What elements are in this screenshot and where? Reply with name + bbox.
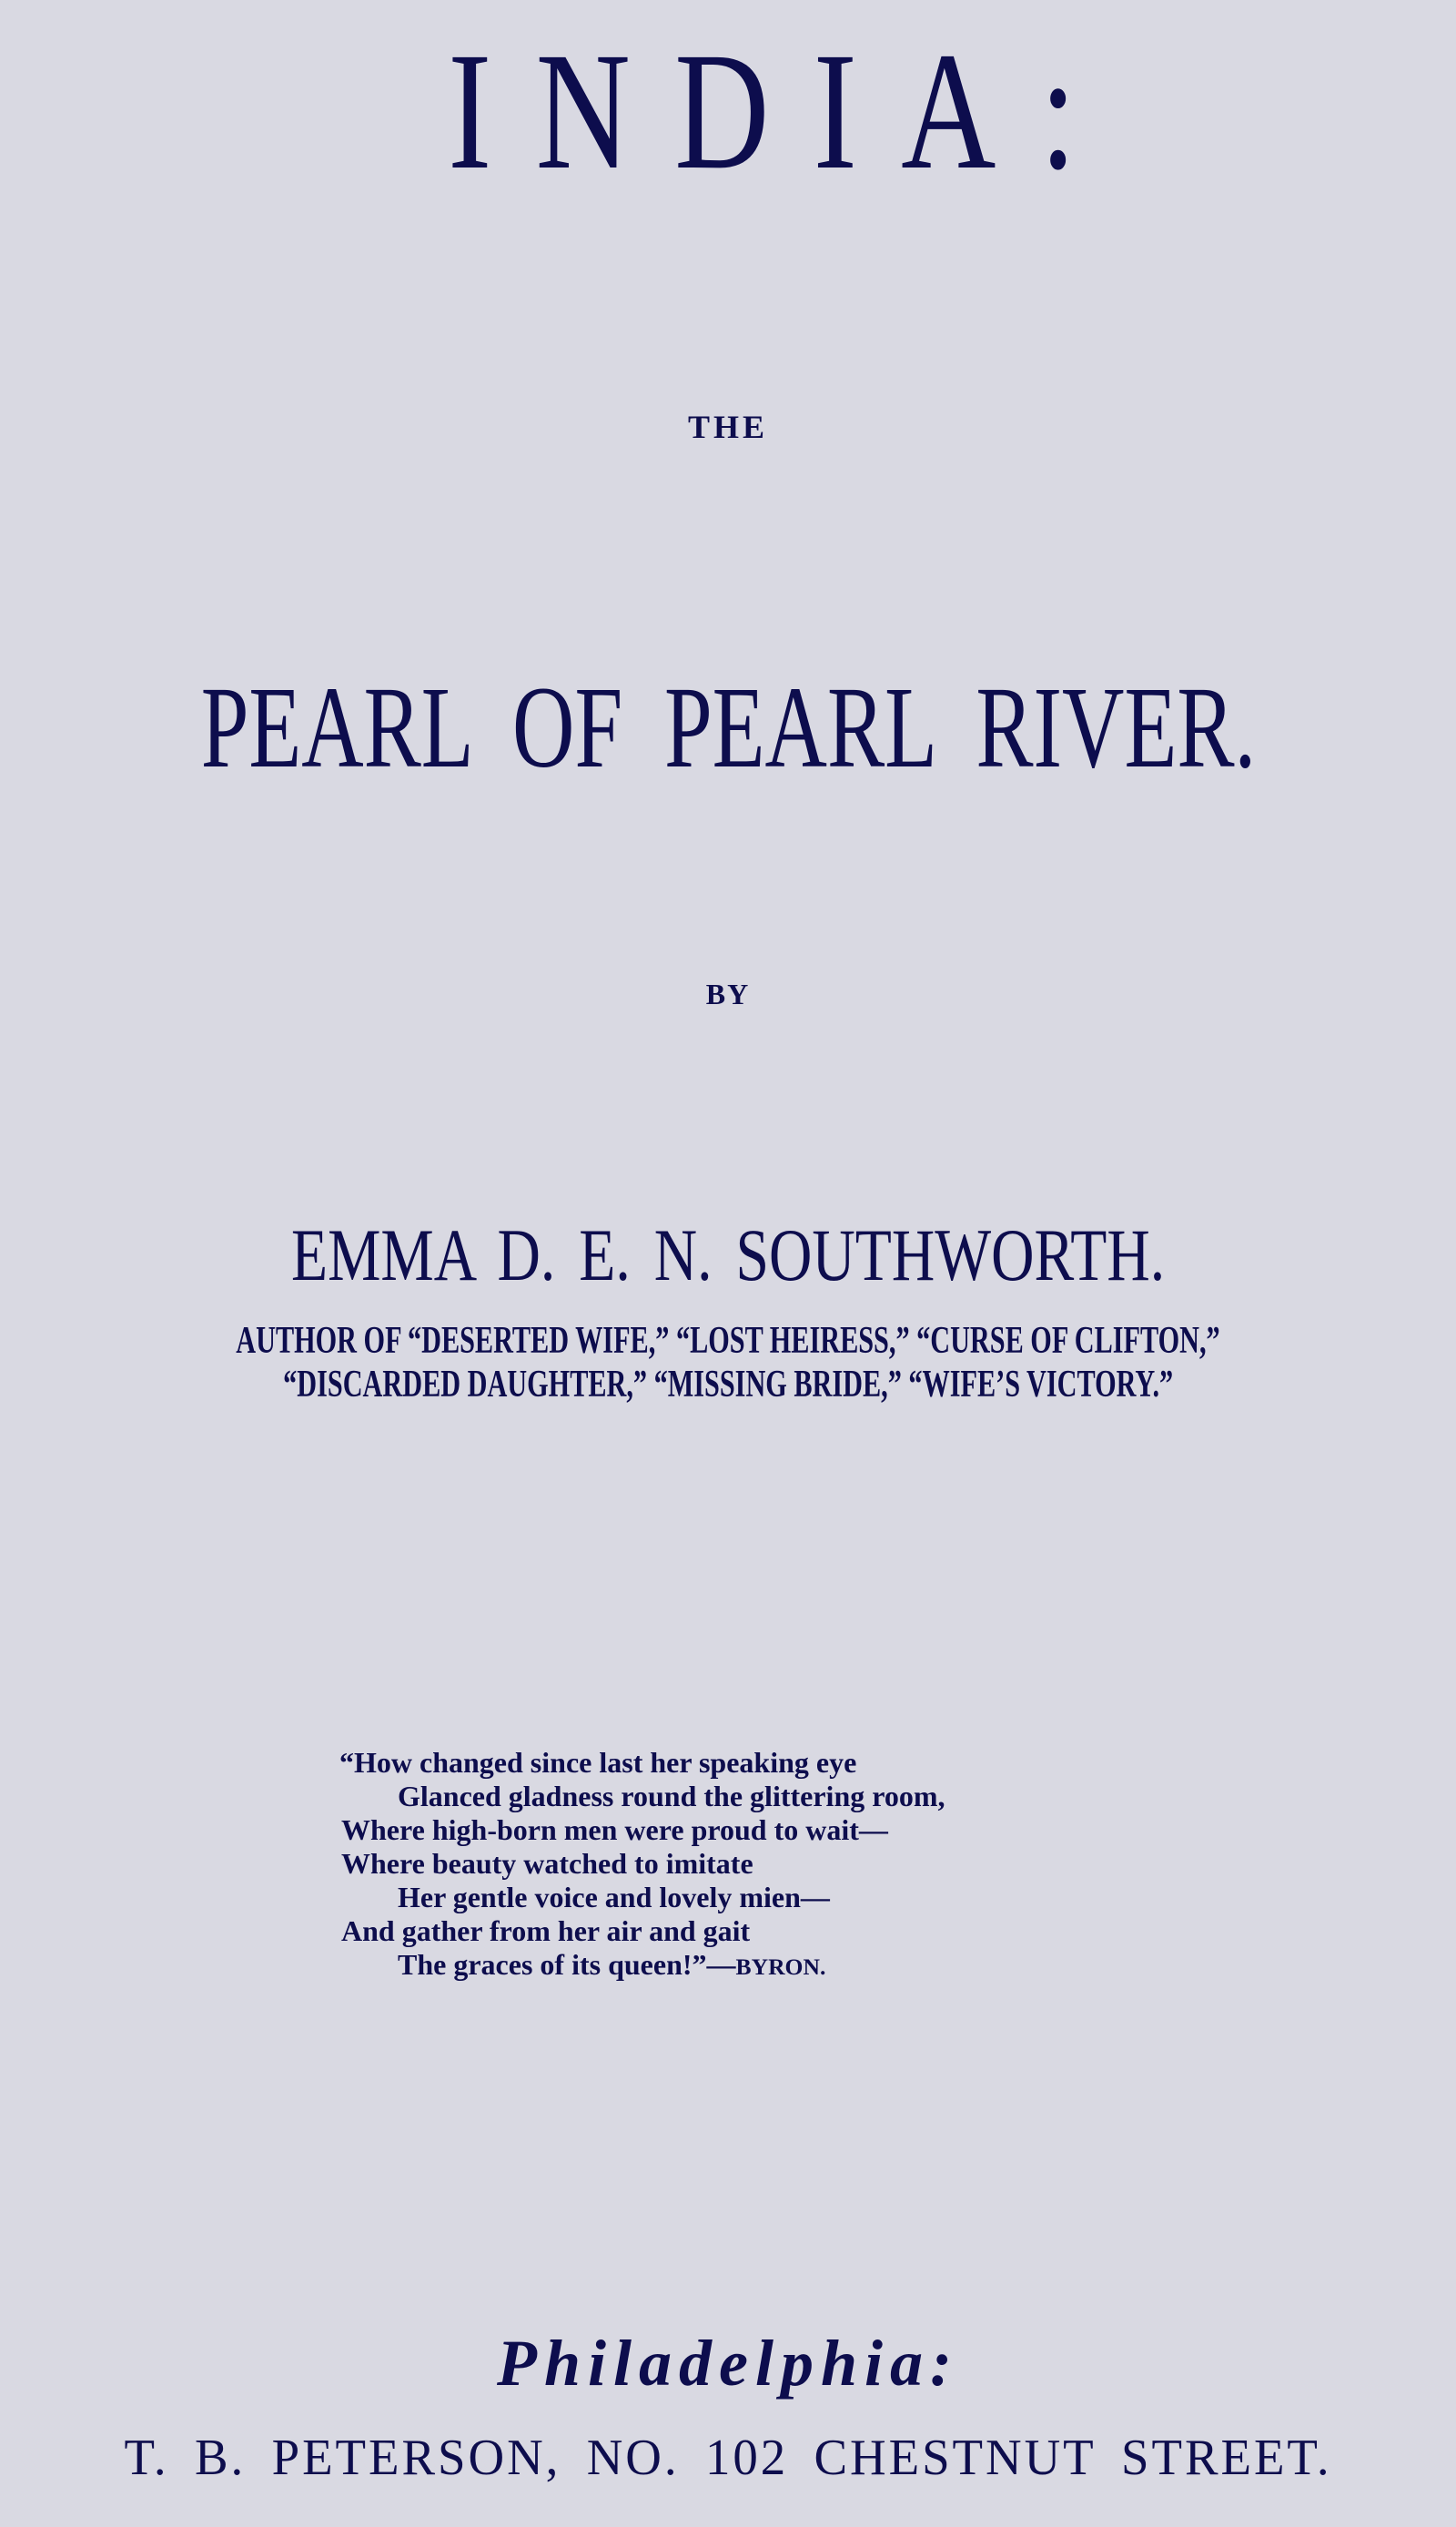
author-works-line-1 [0, 1322, 1456, 1360]
book-title-text: INDIA: [448, 18, 1121, 205]
epigraph-line: Where beauty watched to imitate [341, 1847, 753, 1880]
author-name-text: EMMA D. E. N. SOUTHWORTH. [290, 1213, 1166, 1296]
author-name [0, 1213, 1456, 1296]
epigraph-line: “How changed since last her speaking eye [339, 1746, 857, 1779]
epigraph-attribution: BYRON. [735, 1954, 826, 1980]
epigraph [341, 1746, 945, 1984]
book-subtitle-text: PEARL OF PEARL RIVER. [200, 663, 1256, 792]
publisher-text: T. B. PETERSON, NO. 102 CHESTNUT STREET. [124, 2430, 1332, 2486]
epigraph-line: Her gentle voice and lovely mien— [398, 1881, 830, 1913]
author-works-line-2 [0, 1365, 1456, 1404]
epigraph-line [341, 1948, 945, 1984]
title-article: THE [687, 409, 769, 445]
author-works-text-2: “DISCARDED DAUGHTER,” “MISSING BRIDE,” “WIFE’S VICTORY.” [282, 1364, 1174, 1406]
by-line: BY [705, 978, 751, 1010]
publisher [0, 2430, 1456, 2486]
epigraph-last-text: The graces of its queen!”— [398, 1948, 736, 1981]
book-subtitle [0, 663, 1456, 792]
publication-city: Philadelphia: [496, 2327, 959, 2400]
epigraph-line: And gather from her air and gait [341, 1914, 751, 1947]
epigraph-line: Where high-born men were proud to wait— [341, 1813, 888, 1846]
epigraph-line: Glanced gladness round the glittering room, [398, 1780, 945, 1812]
book-title [0, 18, 1456, 205]
author-works-text-1: AUTHOR OF “DESERTED WIFE,” “LOST HEIRESS,” “CURSE OF CLIFTON,” [236, 1320, 1220, 1362]
